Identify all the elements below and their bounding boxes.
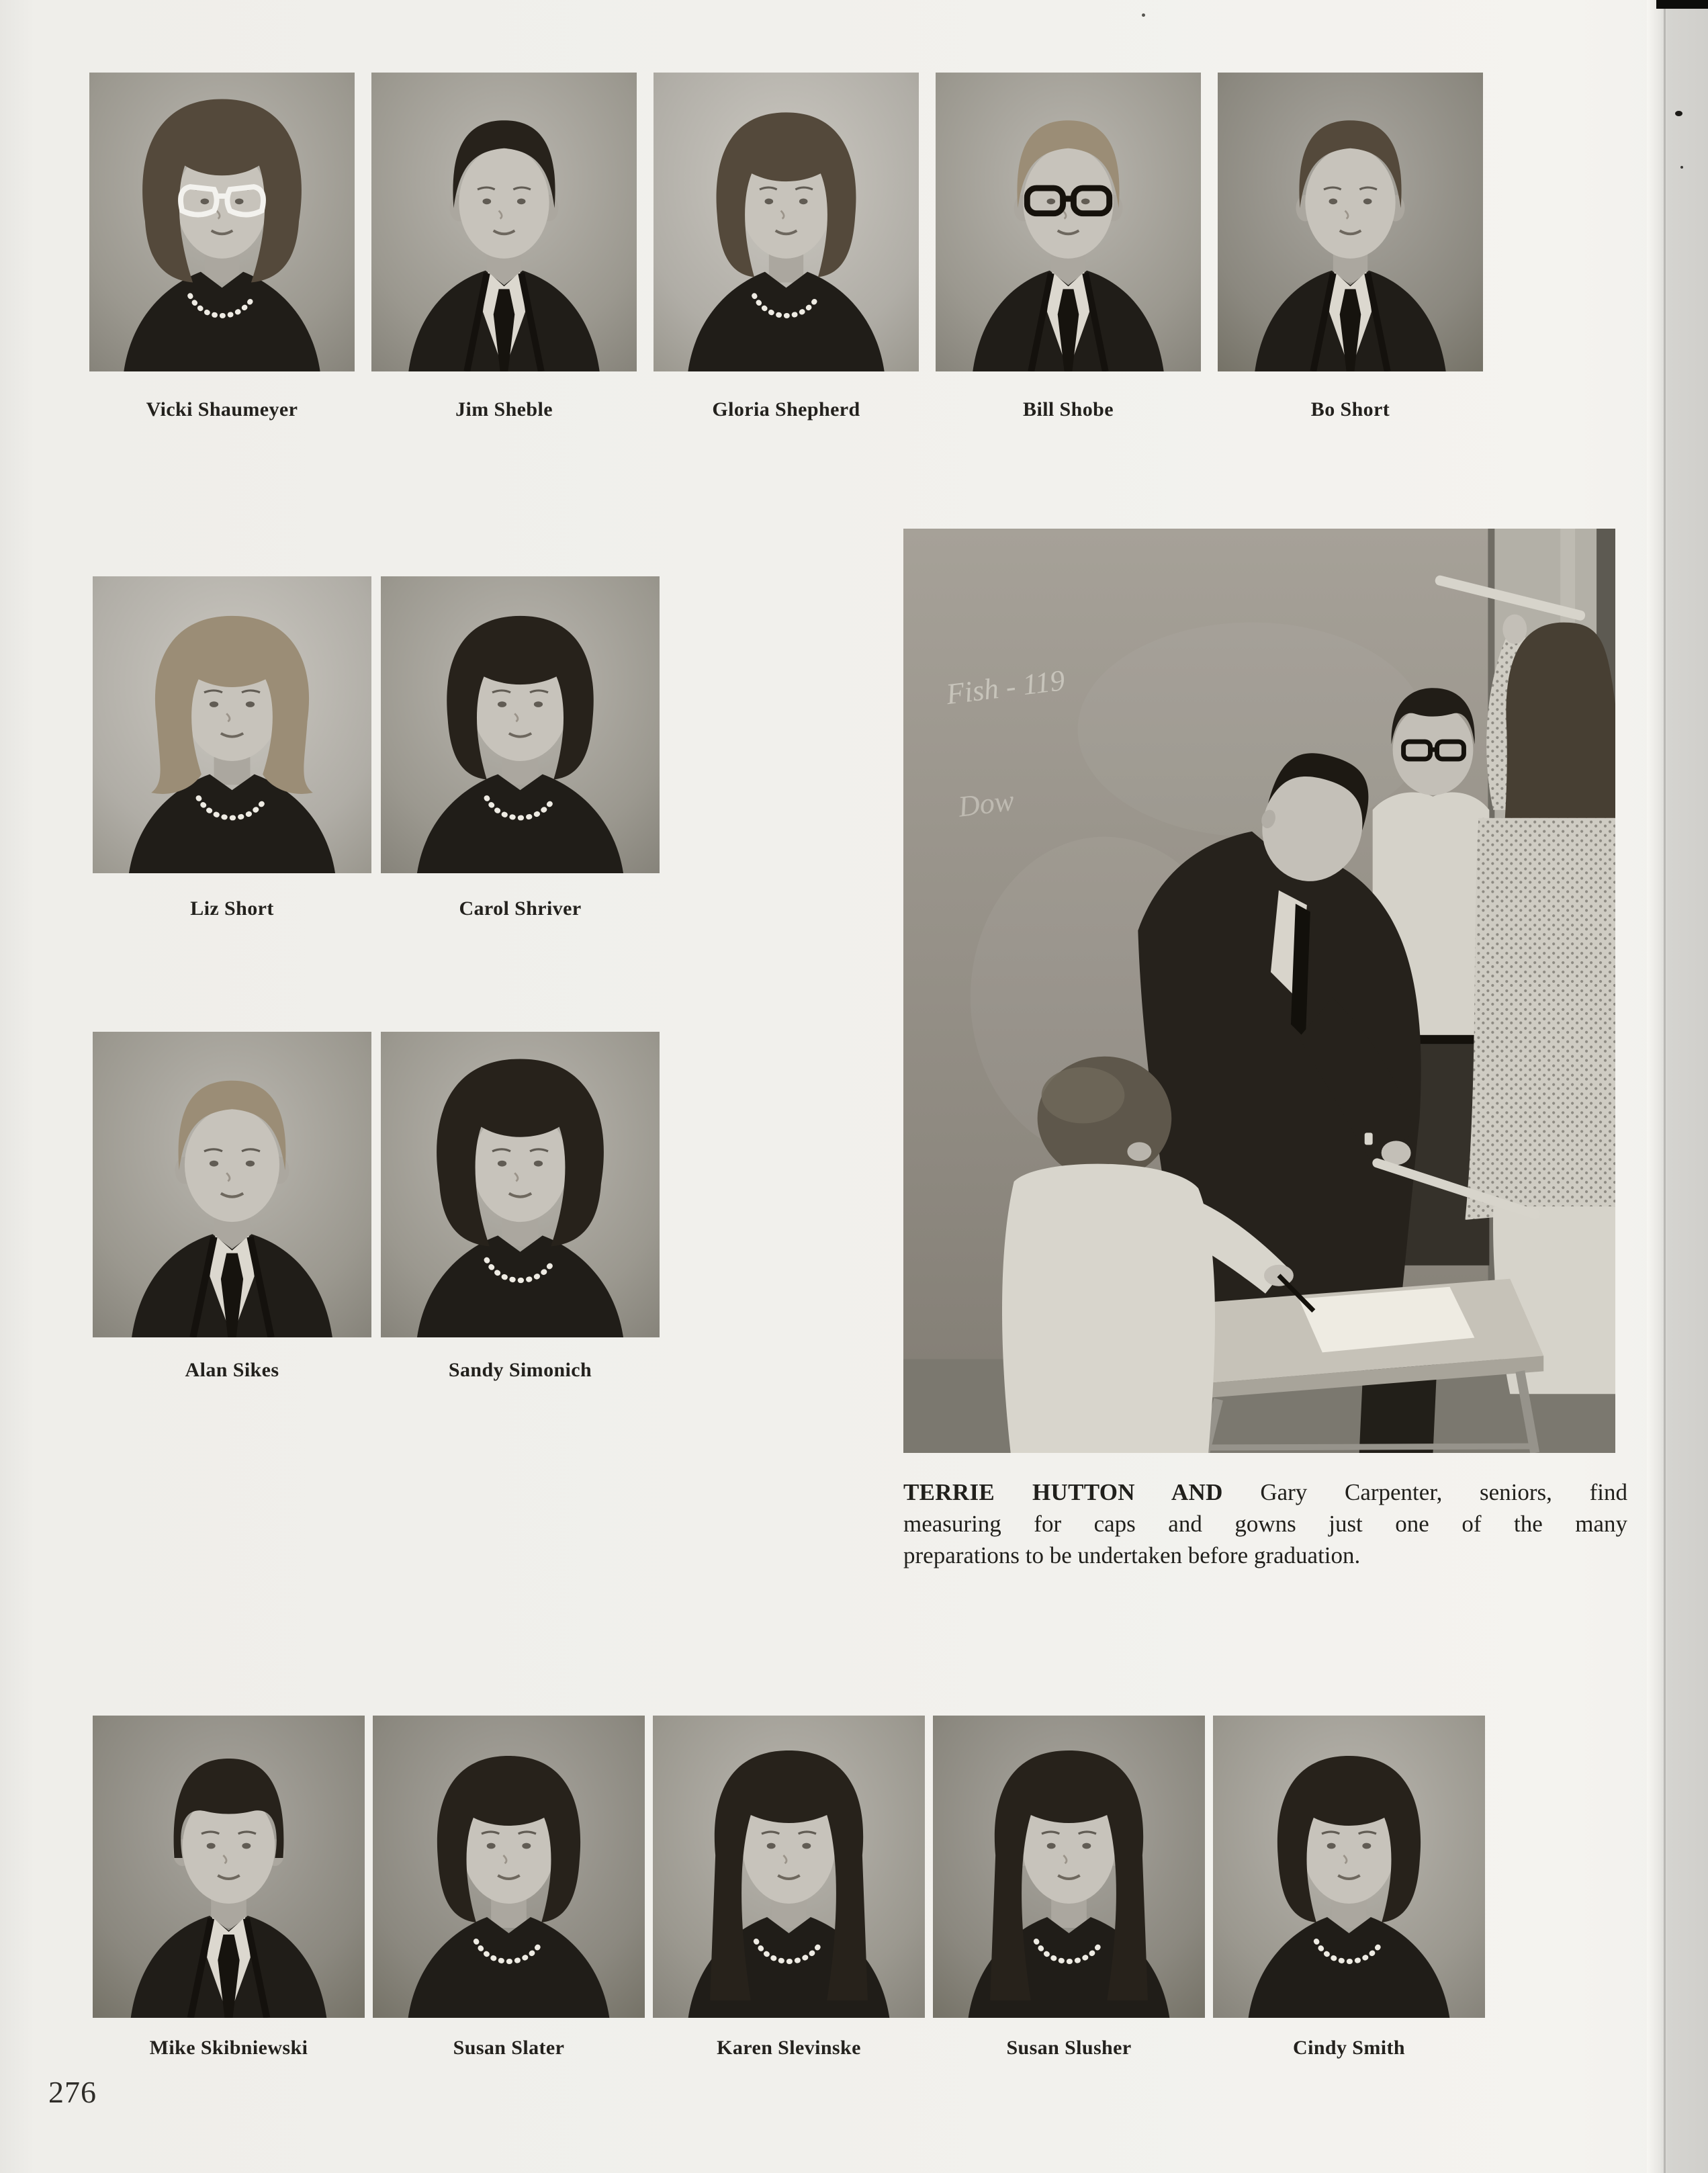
portrait-photo bbox=[93, 1716, 365, 2018]
portrait-illustration bbox=[93, 1716, 365, 2018]
portrait-name: Susan Slater bbox=[453, 2037, 565, 2059]
chalk-writing-line2: Dow bbox=[956, 784, 1016, 824]
portrait-photo bbox=[373, 1716, 645, 2018]
dust-speck bbox=[1142, 13, 1145, 17]
portrait-name: Sandy Simonich bbox=[448, 1359, 592, 1381]
portrait-illustration bbox=[371, 73, 637, 371]
portrait-illustration bbox=[381, 576, 660, 873]
portrait-illustration bbox=[89, 73, 355, 371]
dust-speck bbox=[1680, 166, 1683, 169]
portrait-name: Carol Shriver bbox=[459, 897, 582, 920]
portrait-illustration bbox=[93, 576, 371, 873]
portrait-illustration bbox=[1218, 73, 1483, 371]
portrait-illustration bbox=[654, 73, 919, 371]
portrait-name: Bo Short bbox=[1310, 398, 1390, 420]
page-edge-line bbox=[1664, 0, 1666, 2173]
portrait-cell bbox=[933, 1716, 1205, 2059]
wristwatch bbox=[1365, 1133, 1373, 1145]
portrait-cell bbox=[93, 1716, 365, 2059]
portrait-cell bbox=[936, 73, 1201, 421]
portrait-photo bbox=[1213, 1716, 1485, 2018]
portrait-name: Cindy Smith bbox=[1293, 2037, 1405, 2059]
portrait-cell bbox=[371, 73, 637, 421]
portrait-photo bbox=[93, 1032, 371, 1337]
portrait-photo bbox=[381, 576, 660, 873]
portrait-photo bbox=[93, 576, 371, 873]
portrait-illustration bbox=[381, 1032, 660, 1337]
feature-caption bbox=[903, 1476, 1627, 1571]
portrait-row-left-upper bbox=[93, 576, 660, 920]
portrait-name: Karen Slevinske bbox=[717, 2037, 861, 2059]
page-number: 276 bbox=[48, 2075, 97, 2109]
feature-caption-line3: preparations to be undertaken before graduation. bbox=[903, 1542, 1361, 1568]
portrait-cell bbox=[373, 1716, 645, 2059]
chalk-writing-line1: Fish - 119 bbox=[944, 664, 1067, 711]
portrait-cell bbox=[1213, 1716, 1485, 2059]
feature-caption-line2: measuring for caps and gowns just one of the many bbox=[903, 1511, 1627, 1537]
portrait-name: Liz Short bbox=[190, 897, 274, 920]
feature-caption-line1 bbox=[903, 1476, 1627, 1508]
portrait-name: Susan Slusher bbox=[1006, 2037, 1132, 2059]
portrait-illustration bbox=[1213, 1716, 1485, 2018]
portrait-photo bbox=[933, 1716, 1205, 2018]
feature-photo bbox=[903, 529, 1615, 1453]
portrait-name: Vicki Shaumeyer bbox=[146, 398, 298, 420]
portrait-photo bbox=[1218, 73, 1483, 371]
portrait-illustration bbox=[93, 1032, 371, 1337]
portrait-cell bbox=[93, 1032, 371, 1382]
portrait-row-left-lower bbox=[93, 1032, 660, 1382]
dust-speck bbox=[1675, 111, 1682, 116]
portrait-photo bbox=[653, 1716, 925, 2018]
portrait-cell bbox=[653, 1716, 925, 2059]
portrait-photo bbox=[936, 73, 1201, 371]
feature-caption-line1-text: Gary Carpenter, seniors, find bbox=[1222, 1479, 1627, 1505]
portrait-photo bbox=[89, 73, 355, 371]
portrait-photo bbox=[654, 73, 919, 371]
portrait-cell bbox=[381, 1032, 660, 1382]
portrait-name: Gloria Shepherd bbox=[712, 398, 860, 420]
portrait-photo bbox=[381, 1032, 660, 1337]
portrait-name: Mike Skibniewski bbox=[149, 2037, 308, 2059]
portrait-name: Jim Sheble bbox=[455, 398, 553, 420]
portrait-illustration bbox=[653, 1716, 925, 2018]
portrait-photo bbox=[371, 73, 637, 371]
scan-corner-mark bbox=[1656, 0, 1708, 9]
page-edge-shade bbox=[1647, 0, 1708, 2173]
portrait-illustration bbox=[933, 1716, 1205, 2018]
portrait-cell bbox=[381, 576, 660, 920]
portrait-cell bbox=[93, 576, 371, 920]
portrait-cell bbox=[89, 73, 355, 421]
portrait-illustration bbox=[936, 73, 1201, 371]
feature-photo-illustration bbox=[903, 529, 1615, 1453]
portrait-illustration bbox=[373, 1716, 645, 2018]
portrait-cell bbox=[654, 73, 919, 421]
portrait-name: Alan Sikes bbox=[185, 1359, 279, 1381]
portrait-cell bbox=[1218, 73, 1483, 421]
feature-caption-lead: TERRIE HUTTON AND bbox=[903, 1479, 1223, 1505]
portrait-row-top bbox=[89, 73, 1483, 421]
portrait-row-bottom bbox=[93, 1716, 1485, 2059]
portrait-name: Bill Shobe bbox=[1023, 398, 1114, 420]
